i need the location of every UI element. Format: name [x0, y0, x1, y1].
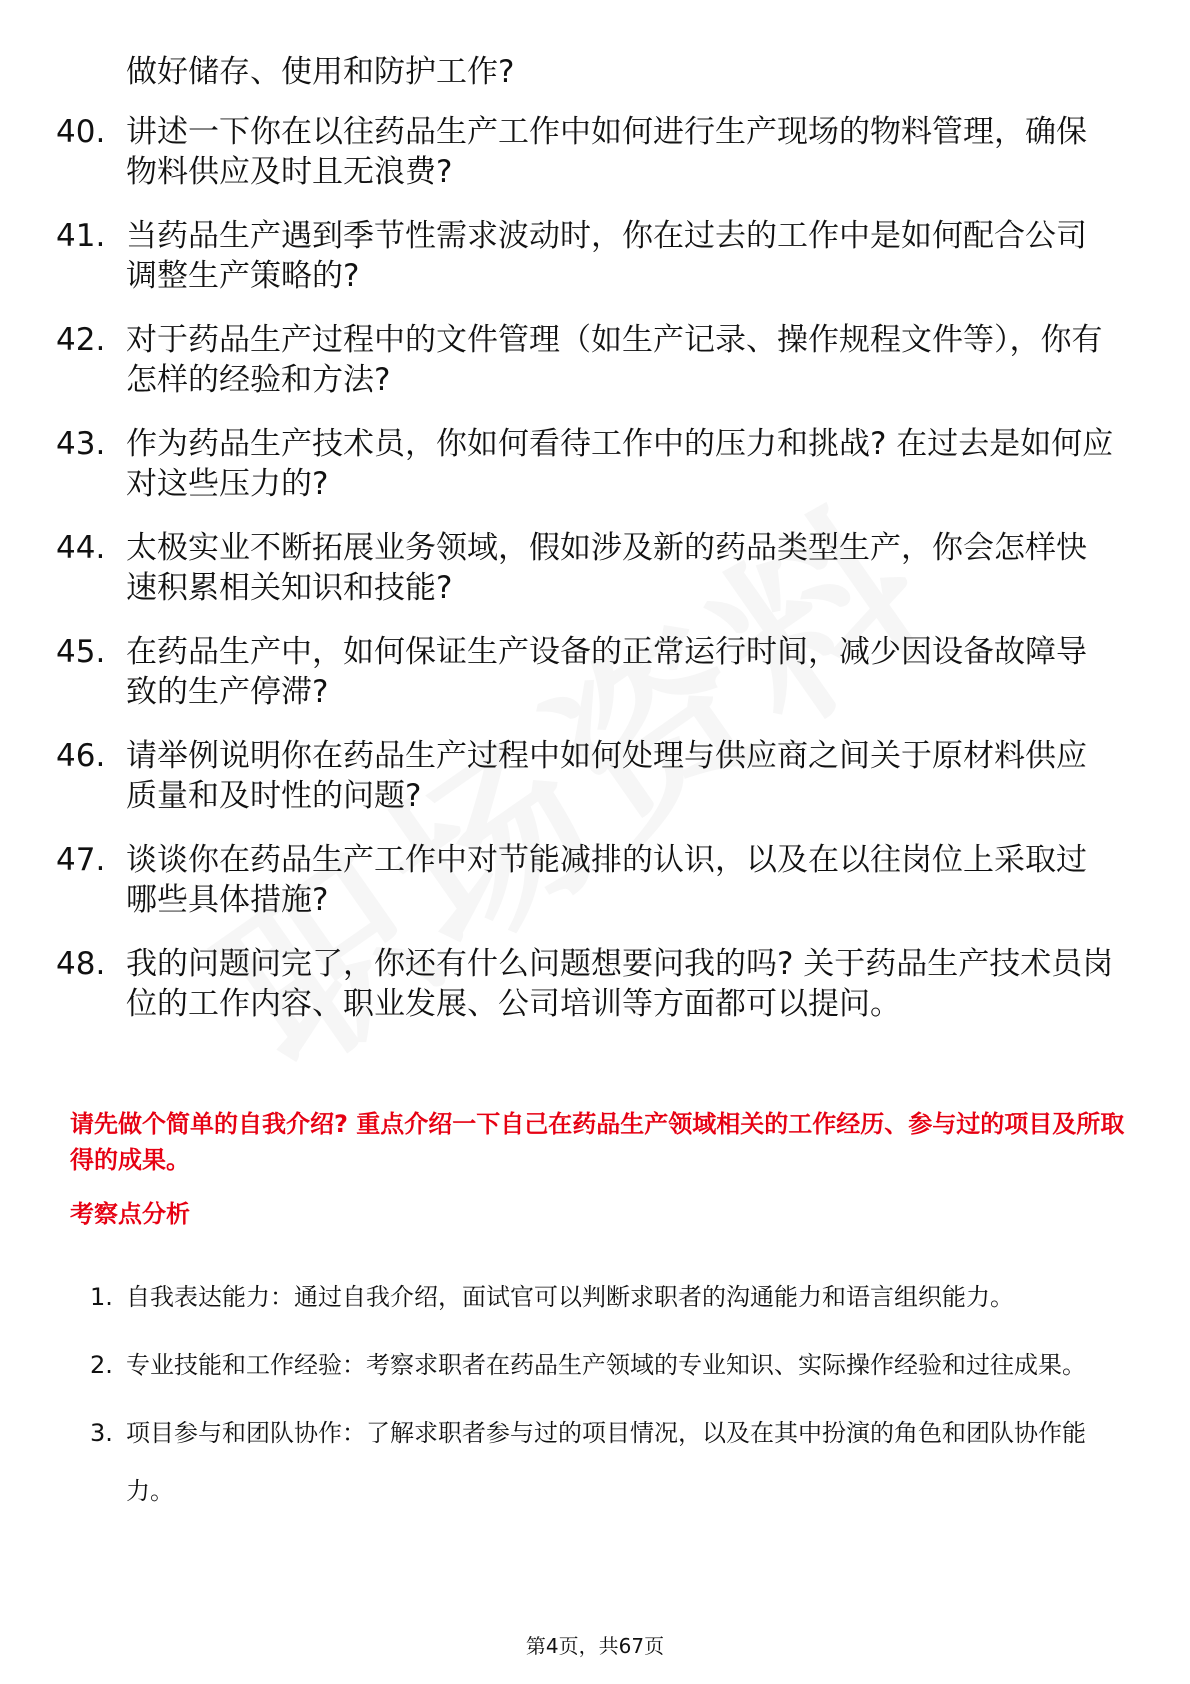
page-footer: 第4页，共67页: [525, 1634, 665, 1658]
question-text: 谈谈你在药品生产工作中对节能减排的认识，以及在以往岗位上采取过哪些具体措施?: [126, 842, 1087, 918]
question-text: 作为药品生产技术员，你如何看待工作中的压力和挑战? 在过去是如何应对这些压力的?: [126, 426, 1114, 502]
question-item: [0, 840, 1190, 920]
analysis-item: [0, 1336, 1190, 1394]
analysis-number: 1.: [90, 1283, 113, 1311]
question-text: 我的问题问完了，你还有什么问题想要问我的吗? 关于药品生产技术员岗位的工作内容、职业发展、公司培训等方面都可以提问。: [126, 946, 1114, 1022]
question-item: [0, 632, 1190, 712]
question-number: 47.: [56, 842, 106, 878]
question-list: [0, 112, 1190, 1048]
question-number: 45.: [56, 634, 106, 670]
analysis-heading: 考察点分析: [70, 1200, 190, 1228]
question-number: 42.: [56, 322, 106, 358]
question-item: [0, 944, 1190, 1024]
analysis-number: 2.: [90, 1351, 113, 1379]
continuation-text: 做好储存、使用和防护工作?: [126, 54, 515, 90]
question-text: 请举例说明你在药品生产过程中如何处理与供应商之间关于原材料供应质量和及时性的问题?: [126, 738, 1087, 814]
highlight-question: 请先做个简单的自我介绍? 重点介绍一下自己在药品生产领域相关的工作经历、参与过的项目及所取得的成果。: [70, 1110, 1125, 1174]
analysis-text: 项目参与和团队协作：了解求职者参与过的项目情况，以及在其中扮演的角色和团队协作能力。: [126, 1419, 1086, 1505]
question-item: [0, 216, 1190, 296]
question-number: 44.: [56, 530, 106, 566]
question-item: [0, 528, 1190, 608]
analysis-text: 自我表达能力：通过自我介绍，面试官可以判断求职者的沟通能力和语言组织能力。: [126, 1283, 1014, 1311]
question-item: [0, 424, 1190, 504]
question-item: [0, 320, 1190, 400]
question-number: 43.: [56, 426, 106, 462]
analysis-item: [0, 1268, 1190, 1326]
analysis-list: [0, 1268, 1190, 1530]
analysis-text: 专业技能和工作经验：考察求职者在药品生产领域的专业知识、实际操作经验和过往成果。: [126, 1351, 1086, 1379]
question-number: 46.: [56, 738, 106, 774]
question-item: [0, 736, 1190, 816]
question-text: 当药品生产遇到季节性需求波动时，你在过去的工作中是如何配合公司调整生产策略的?: [126, 218, 1087, 294]
question-item: [0, 112, 1190, 192]
question-text: 太极实业不断拓展业务领域，假如涉及新的药品类型生产，你会怎样快速积累相关知识和技能?: [126, 530, 1087, 606]
analysis-item: [0, 1404, 1190, 1520]
question-number: 40.: [56, 114, 106, 150]
question-number: 41.: [56, 218, 106, 254]
analysis-number: 3.: [90, 1419, 113, 1447]
question-text: 对于药品生产过程中的文件管理（如生产记录、操作规程文件等），你有怎样的经验和方法?: [126, 322, 1103, 398]
question-text: 在药品生产中，如何保证生产设备的正常运行时间，减少因设备故障导致的生产停滞?: [126, 634, 1087, 710]
question-text: 讲述一下你在以往药品生产工作中如何进行生产现场的物料管理，确保物料供应及时且无浪费?: [126, 114, 1087, 190]
question-number: 48.: [56, 946, 106, 982]
